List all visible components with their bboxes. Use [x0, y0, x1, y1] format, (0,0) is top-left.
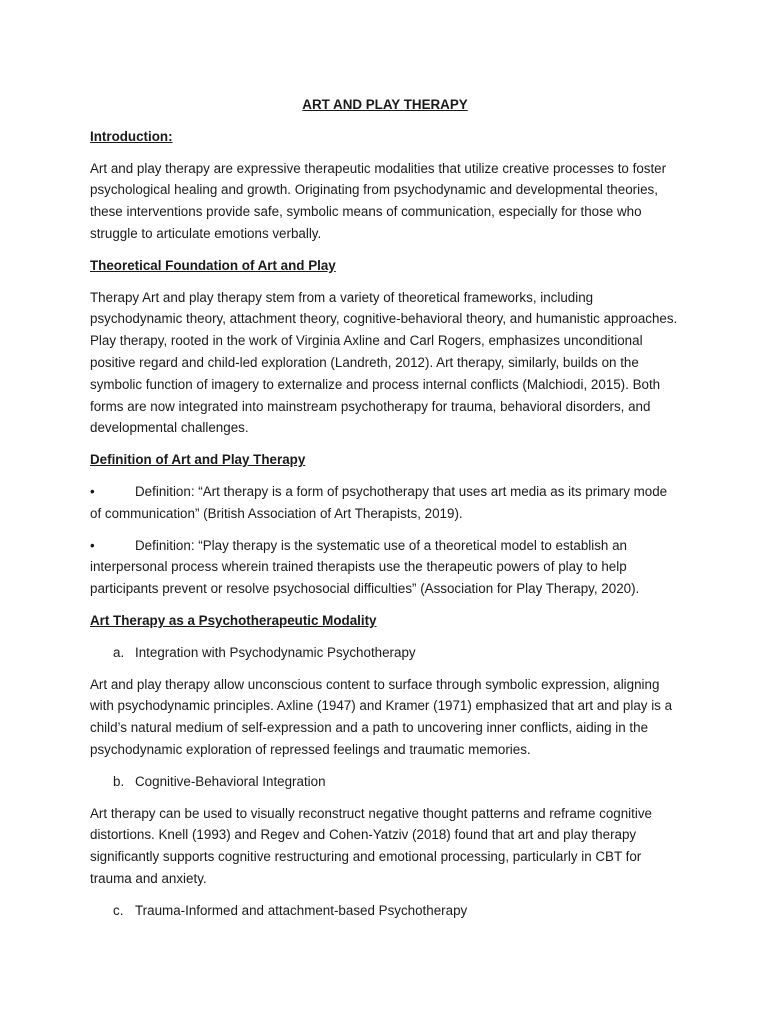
sub-item-cognitive-behavioral [90, 771, 680, 793]
definition-bullet-art-therapy [90, 481, 680, 525]
definition-bullet-play-therapy [90, 535, 680, 600]
psychodynamic-paragraph: Art and play therapy allow unconscious content to surface through symbolic expression, aligning with psychodynamic principles. Axline (1947) and Kramer (1971) emphasized that art and play is a child’s natural medium of self-expression and a path to uncovering inner conflicts, aiding in the psychodynamic exploration of repressed feelings and traumatic memories. [90, 676, 673, 757]
heading-art-therapy-modality: Art Therapy as a Psychotherapeutic Modality [90, 612, 377, 628]
sub-item-label: Cognitive-Behavioral Integration [135, 773, 326, 789]
bullet-icon: • [90, 537, 95, 553]
list-marker: b. [113, 773, 125, 789]
bullet-icon: • [90, 483, 95, 499]
introduction-paragraph: Art and play therapy are expressive therapeutic modalities that utilize creative processes to foster psychological healing and growth. Originating from psychodynamic and developmental theories, these interventions provide safe, symbolic means of communication, especially for those who struggle to articulate emotions verbally. [90, 160, 667, 241]
definition-text: Definition: “Play therapy is the systematic use of a theoretical model to establish an interpersonal process wherein trained therapists use the therapeutic powers of play to help participants prevent or resolve psychosocial difficulties” (Association for Play Therapy, 2020). [90, 537, 640, 597]
heading-theoretical-foundation: Theoretical Foundation of Art and Play [90, 257, 336, 273]
sub-item-psychodynamic [90, 642, 680, 664]
cognitive-behavioral-paragraph: Art therapy can be used to visually reconstruct negative thought patterns and reframe cognitive distortions. Knell (1993) and Regev and Cohen-Yatziv (2018) found that art and play therapy significantly supports cognitive restructuring and emotional processing, particularly in CBT for trauma and anxiety. [90, 805, 652, 886]
document-title: ART AND PLAY THERAPY [302, 97, 468, 112]
sub-item-label: Integration with Psychodynamic Psychotherapy [135, 644, 416, 660]
definition-text: Definition: “Art therapy is a form of psychotherapy that uses art media as its primary mode of communication” (British Association of Art Therapists, 2019). [90, 483, 668, 521]
list-marker: a. [113, 644, 125, 660]
sub-item-trauma-informed [90, 900, 680, 922]
heading-introduction: Introduction: [90, 128, 173, 144]
list-marker: c. [113, 902, 124, 918]
document-body [90, 94, 680, 932]
sub-item-label: Trauma-Informed and attachment-based Psychotherapy [135, 902, 468, 918]
heading-definition: Definition of Art and Play Therapy [90, 452, 306, 468]
theoretical-foundation-paragraph: Therapy Art and play therapy stem from a variety of theoretical frameworks, including psychodynamic theory, attachment theory, cognitive-behavioral theory, and humanistic approaches. Play therapy, rooted in the work of Virginia Axline and Carl Rogers, emphasizes unconditional positive regard and child-led exploration (Landreth, 2012). Art therapy, similarly, builds on the symbolic function of imagery to externalize and process internal conflicts (Malchiodi, 2015). Both forms are now integrated into mainstream psychotherapy for trauma, behavioral disorders, and developmental challenges. [90, 289, 678, 436]
